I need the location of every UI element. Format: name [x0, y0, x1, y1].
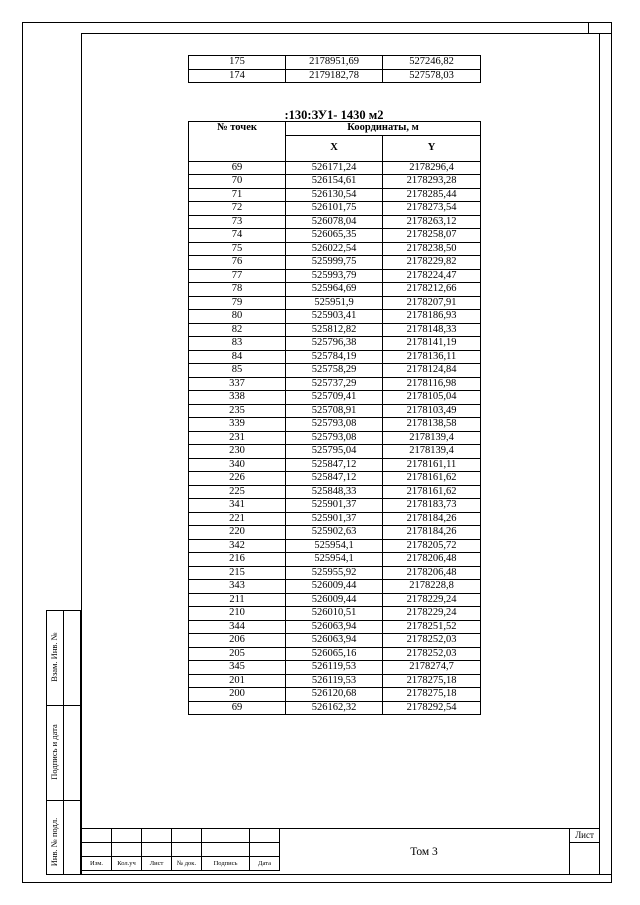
y-coordinate-cell: 2178292,54 — [383, 701, 481, 715]
x-coordinate-cell: 525796,38 — [286, 337, 383, 351]
x-coordinate-cell: 526065,35 — [286, 229, 383, 243]
y-coordinate-cell: 2178184,26 — [383, 512, 481, 526]
point-number-cell: 69 — [189, 701, 286, 715]
stamp-izm: Изм. — [82, 857, 112, 871]
x-coordinate-cell: 525902,63 — [286, 526, 383, 540]
x-coordinate-cell: 525848,33 — [286, 485, 383, 499]
y-coordinate-cell: 2178229,24 — [383, 607, 481, 621]
point-number-cell: 201 — [189, 674, 286, 688]
side-label-vzam: Взам. Инв. № — [49, 632, 59, 682]
y-coordinate-cell: 527246,82 — [383, 56, 481, 70]
stamp-list: Лист — [142, 857, 172, 871]
point-number-cell: 210 — [189, 607, 286, 621]
point-number-cell: 221 — [189, 512, 286, 526]
point-number-cell: 216 — [189, 553, 286, 567]
y-coordinate-cell: 2178258,07 — [383, 229, 481, 243]
header-y: Y — [383, 135, 481, 161]
table-row — [189, 539, 481, 553]
header-points: № точек — [189, 122, 286, 162]
x-coordinate-cell: 525708,91 — [286, 404, 383, 418]
x-coordinate-cell: 525812,82 — [286, 323, 383, 337]
table-row — [189, 580, 481, 594]
table-row — [189, 701, 481, 715]
x-coordinate-cell: 525954,1 — [286, 539, 383, 553]
table-row — [189, 256, 481, 270]
y-coordinate-cell: 2178148,33 — [383, 323, 481, 337]
table-row — [189, 56, 481, 70]
x-coordinate-cell: 525901,37 — [286, 499, 383, 513]
y-coordinate-cell: 2178103,49 — [383, 404, 481, 418]
y-coordinate-cell: 2178184,26 — [383, 526, 481, 540]
x-coordinate-cell: 525951,9 — [286, 296, 383, 310]
table-row — [189, 688, 481, 702]
y-coordinate-cell: 2178139,4 — [383, 431, 481, 445]
table-row — [189, 607, 481, 621]
point-number-cell: 82 — [189, 323, 286, 337]
y-coordinate-cell: 2178105,04 — [383, 391, 481, 405]
point-number-cell: 337 — [189, 377, 286, 391]
x-coordinate-cell: 525793,08 — [286, 418, 383, 432]
y-coordinate-cell: 527578,03 — [383, 69, 481, 83]
point-number-cell: 69 — [189, 161, 286, 175]
x-coordinate-cell: 525901,37 — [286, 512, 383, 526]
y-coordinate-cell: 2178139,4 — [383, 445, 481, 459]
x-coordinate-cell: 526063,94 — [286, 634, 383, 648]
x-coordinate-cell: 2179182,78 — [286, 69, 383, 83]
table-row — [189, 445, 481, 459]
table-row — [189, 283, 481, 297]
point-number-cell: 72 — [189, 202, 286, 216]
table-row — [189, 69, 481, 83]
point-number-cell: 345 — [189, 661, 286, 675]
table-row — [189, 202, 481, 216]
point-number-cell: 344 — [189, 620, 286, 634]
table-row — [189, 161, 481, 175]
main-coordinates-table — [188, 121, 481, 715]
table-row — [189, 175, 481, 189]
x-coordinate-cell: 525903,41 — [286, 310, 383, 324]
point-number-cell: 75 — [189, 242, 286, 256]
point-number-cell: 342 — [189, 539, 286, 553]
point-number-cell: 215 — [189, 566, 286, 580]
table-row — [189, 391, 481, 405]
table-row — [189, 364, 481, 378]
right-strip — [600, 33, 612, 875]
y-coordinate-cell: 2178161,62 — [383, 485, 481, 499]
y-coordinate-cell: 2178229,82 — [383, 256, 481, 270]
y-coordinate-cell: 2178161,62 — [383, 472, 481, 486]
point-number-cell: 339 — [189, 418, 286, 432]
x-coordinate-cell: 525955,92 — [286, 566, 383, 580]
y-coordinate-cell: 2178161,11 — [383, 458, 481, 472]
y-coordinate-cell: 2178124,84 — [383, 364, 481, 378]
x-coordinate-cell: 526154,61 — [286, 175, 383, 189]
table-row — [189, 296, 481, 310]
y-coordinate-cell: 2178224,47 — [383, 269, 481, 283]
table-row — [189, 269, 481, 283]
table-row — [189, 674, 481, 688]
x-coordinate-cell: 525709,41 — [286, 391, 383, 405]
x-coordinate-cell: 525964,69 — [286, 283, 383, 297]
point-number-cell: 341 — [189, 499, 286, 513]
stamp-ndok: № док. — [172, 857, 202, 871]
x-coordinate-cell: 526119,53 — [286, 674, 383, 688]
stamp-kol: Кол.уч — [112, 857, 142, 871]
x-coordinate-cell: 525847,12 — [286, 472, 383, 486]
table-row — [189, 499, 481, 513]
y-coordinate-cell: 2178263,12 — [383, 215, 481, 229]
point-number-cell: 85 — [189, 364, 286, 378]
y-coordinate-cell: 2178229,24 — [383, 593, 481, 607]
point-number-cell: 80 — [189, 310, 286, 324]
table-row — [189, 377, 481, 391]
header-x: X — [286, 135, 383, 161]
x-coordinate-cell: 526022,54 — [286, 242, 383, 256]
table-row — [189, 215, 481, 229]
point-number-cell: 343 — [189, 580, 286, 594]
y-coordinate-cell: 2178275,18 — [383, 688, 481, 702]
y-coordinate-cell: 2178285,44 — [383, 188, 481, 202]
y-coordinate-cell: 2178228,8 — [383, 580, 481, 594]
x-coordinate-cell: 526130,54 — [286, 188, 383, 202]
point-number-cell: 74 — [189, 229, 286, 243]
top-coordinates-table — [188, 55, 481, 83]
x-coordinate-cell: 525795,04 — [286, 445, 383, 459]
x-coordinate-cell: 526078,04 — [286, 215, 383, 229]
x-coordinate-cell: 526162,32 — [286, 701, 383, 715]
table-row — [189, 323, 481, 337]
point-number-cell: 79 — [189, 296, 286, 310]
table-row — [189, 485, 481, 499]
table-row — [189, 404, 481, 418]
y-coordinate-cell: 2178207,91 — [383, 296, 481, 310]
point-number-cell: 340 — [189, 458, 286, 472]
point-number-cell: 78 — [189, 283, 286, 297]
x-coordinate-cell: 526009,44 — [286, 593, 383, 607]
table-row — [189, 526, 481, 540]
x-coordinate-cell: 525737,29 — [286, 377, 383, 391]
stamp-grid — [81, 828, 280, 871]
y-coordinate-cell: 2178252,03 — [383, 647, 481, 661]
y-coordinate-cell: 2178296,4 — [383, 161, 481, 175]
table-row — [189, 229, 481, 243]
table-row — [189, 512, 481, 526]
table-row — [189, 242, 481, 256]
point-number-cell: 226 — [189, 472, 286, 486]
point-number-cell: 84 — [189, 350, 286, 364]
point-number-cell: 225 — [189, 485, 286, 499]
x-coordinate-cell: 525954,1 — [286, 553, 383, 567]
y-coordinate-cell: 2178116,98 — [383, 377, 481, 391]
point-number-cell: 205 — [189, 647, 286, 661]
table-row — [189, 310, 481, 324]
stamp-podpis: Подпись — [202, 857, 250, 871]
header-coords: Координаты, м — [286, 122, 481, 136]
x-coordinate-cell: 525784,19 — [286, 350, 383, 364]
x-coordinate-cell: 525847,12 — [286, 458, 383, 472]
y-coordinate-cell: 2178141,19 — [383, 337, 481, 351]
point-number-cell: 235 — [189, 404, 286, 418]
x-coordinate-cell: 526119,53 — [286, 661, 383, 675]
table-row — [189, 188, 481, 202]
y-coordinate-cell: 2178183,73 — [383, 499, 481, 513]
table-row — [189, 566, 481, 580]
point-number-cell: 175 — [189, 56, 286, 70]
point-number-cell: 77 — [189, 269, 286, 283]
x-coordinate-cell: 525758,29 — [286, 364, 383, 378]
point-number-cell: 231 — [189, 431, 286, 445]
side-divider-vert — [63, 610, 64, 875]
stamp-list-label: Лист — [575, 830, 594, 840]
table-row — [189, 634, 481, 648]
y-coordinate-cell: 2178273,54 — [383, 202, 481, 216]
stamp-tom: Том 3 — [410, 846, 438, 858]
side-label-podpis: Подпись и дата — [49, 724, 59, 780]
table-row — [189, 431, 481, 445]
x-coordinate-cell: 526171,24 — [286, 161, 383, 175]
y-coordinate-cell: 2178238,50 — [383, 242, 481, 256]
y-coordinate-cell: 2178275,18 — [383, 674, 481, 688]
point-number-cell: 200 — [189, 688, 286, 702]
point-number-cell: 71 — [189, 188, 286, 202]
table-row — [189, 458, 481, 472]
point-number-cell: 70 — [189, 175, 286, 189]
point-number-cell: 73 — [189, 215, 286, 229]
table-row — [189, 553, 481, 567]
table-row — [189, 661, 481, 675]
table-row — [189, 418, 481, 432]
y-coordinate-cell: 2178293,28 — [383, 175, 481, 189]
x-coordinate-cell: 526010,51 — [286, 607, 383, 621]
y-coordinate-cell: 2178212,66 — [383, 283, 481, 297]
point-number-cell: 230 — [189, 445, 286, 459]
side-label-inv: Инв. № подл. — [49, 817, 59, 867]
y-coordinate-cell: 2178205,72 — [383, 539, 481, 553]
point-number-cell: 76 — [189, 256, 286, 270]
x-coordinate-cell: 526063,94 — [286, 620, 383, 634]
section-title: :130:ЗУ1- 1430 м2 — [284, 108, 384, 122]
y-coordinate-cell: 2178186,93 — [383, 310, 481, 324]
y-coordinate-cell: 2178136,11 — [383, 350, 481, 364]
x-coordinate-cell: 525999,75 — [286, 256, 383, 270]
x-coordinate-cell: 525793,08 — [286, 431, 383, 445]
x-coordinate-cell: 526120,68 — [286, 688, 383, 702]
y-coordinate-cell: 2178252,03 — [383, 634, 481, 648]
table-row — [189, 647, 481, 661]
table-row — [189, 593, 481, 607]
y-coordinate-cell: 2178206,48 — [383, 566, 481, 580]
table-row — [189, 337, 481, 351]
x-coordinate-cell: 2178951,69 — [286, 56, 383, 70]
point-number-cell: 220 — [189, 526, 286, 540]
y-coordinate-cell: 2178138,58 — [383, 418, 481, 432]
table-row — [189, 472, 481, 486]
x-coordinate-cell: 526065,16 — [286, 647, 383, 661]
stamp-data: Дата — [250, 857, 280, 871]
point-number-cell: 206 — [189, 634, 286, 648]
x-coordinate-cell: 526101,75 — [286, 202, 383, 216]
table-row — [189, 350, 481, 364]
point-number-cell: 211 — [189, 593, 286, 607]
x-coordinate-cell: 526009,44 — [286, 580, 383, 594]
y-coordinate-cell: 2178206,48 — [383, 553, 481, 567]
y-coordinate-cell: 2178274,7 — [383, 661, 481, 675]
point-number-cell: 83 — [189, 337, 286, 351]
table-row — [189, 620, 481, 634]
y-coordinate-cell: 2178251,52 — [383, 620, 481, 634]
point-number-cell: 338 — [189, 391, 286, 405]
stamp-list-divider — [569, 842, 600, 843]
x-coordinate-cell: 525993,79 — [286, 269, 383, 283]
point-number-cell: 174 — [189, 69, 286, 83]
